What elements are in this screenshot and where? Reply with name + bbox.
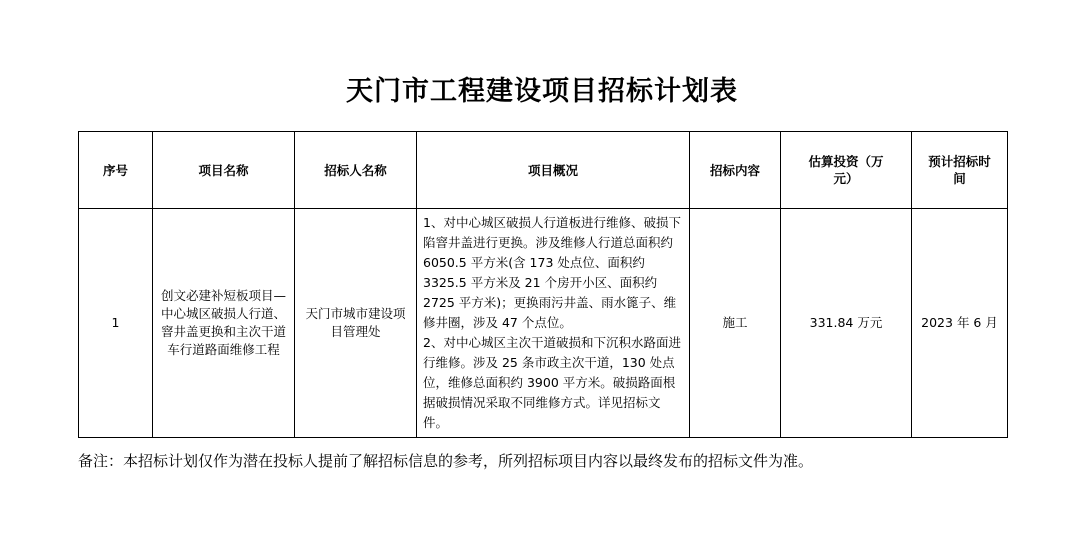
overview-paragraph-2: 2、对中心城区主次干道破损和下沉积水路面进行维修。涉及 25 条市政主次干道，130 处点位，维修总面积约 3900 平方米。破损路面根据破损情况采取不同维修方式。详见招标文件。 [423, 335, 681, 430]
cell-time: 2023 年 6 月 [912, 209, 1008, 438]
overview-paragraph-1: 1、对中心城区破损人行道板进行维修、破损下陷窨井盖进行更换。涉及维修人行道总面积约 6050.5 平方米(含 173 处点位、面积约 3325.5 平方米及 21 个房开小区、面积约 2725 平方米)；更换雨污井盖、雨水篦子、维修井圈，涉及 47 个点位。 [423, 215, 681, 330]
table-row [79, 209, 1008, 438]
table-header-row [79, 132, 1008, 209]
header-project-name: 项目名称 [153, 132, 295, 209]
header-seq: 序号 [79, 132, 153, 209]
header-content: 招标内容 [690, 132, 781, 209]
cell-content: 施工 [690, 209, 781, 438]
cell-project-name: 创文必建补短板项目—中心城区破损人行道、窨井盖更换和主次干道车行道路面维修工程 [153, 209, 295, 438]
header-tenderer: 招标人名称 [295, 132, 417, 209]
header-overview: 项目概况 [417, 132, 690, 209]
cell-tenderer: 天门市城市建设项目管理处 [295, 209, 417, 438]
page-title: 天门市工程建设项目招标计划表 [346, 76, 738, 107]
tender-plan-table [78, 131, 1008, 438]
header-investment: 估算投资（万元） [781, 132, 912, 209]
cell-seq: 1 [79, 209, 153, 438]
cell-overview [417, 209, 690, 438]
header-time: 预计招标时间 [912, 132, 1008, 209]
cell-investment: 331.84 万元 [781, 209, 912, 438]
footnote: 备注：本招标计划仅作为潜在投标人提前了解招标信息的参考，所列招标项目内容以最终发布的招标文件为准。 [78, 452, 814, 470]
